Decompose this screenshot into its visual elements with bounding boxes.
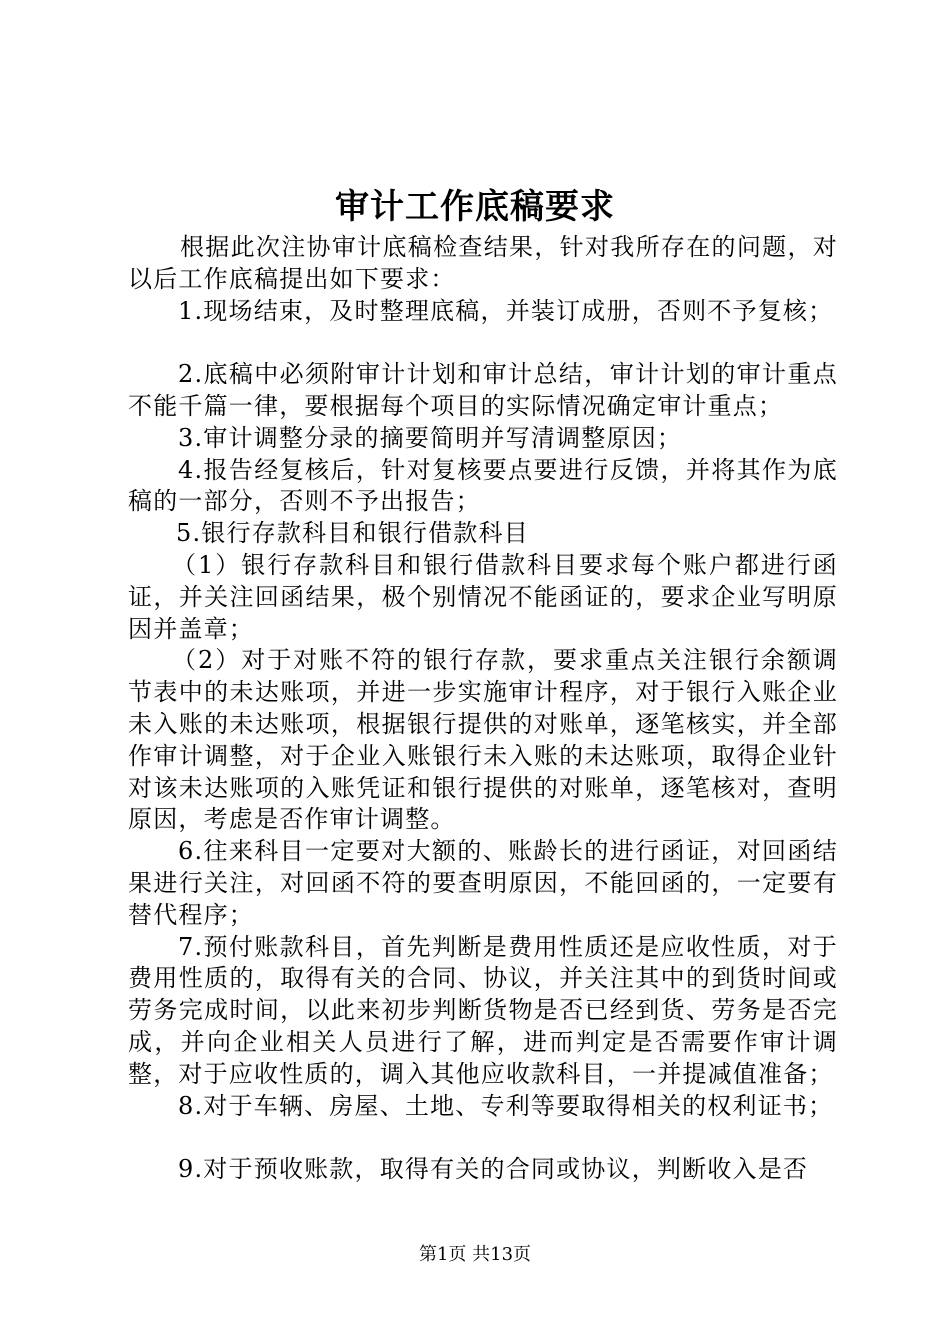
requirement-5-sub-2: （2）对于对账不符的银行存款，要求重点关注银行余额调节表中的未达账项，并进一步实施审计程序，对于银行入账企业未入账的未达账项，根据银行提供的对账单，逐笔核实，并全部作审计调整，对于企业入账银行未入账的未达账项，取得企业针对该未达账项的入账凭证和银行提供的对账单，逐笔核对，查明原因，考虑是否作审计调整。 xyxy=(128,646,838,834)
requirement-1: 1.现场结束，及时整理底稿，并装订成册，否则不予复核； xyxy=(178,296,834,325)
page-footer: 第1页 共13页 xyxy=(418,1244,532,1265)
requirement-5-sub-1: （1）银行存款科目和银行借款科目要求每个账户都进行函证，并关注回函结果，极个别情况不能函证的，要求企业写明原因并盖章； xyxy=(128,550,838,643)
document-title: 审计工作底稿要求 xyxy=(335,187,615,227)
requirement-6: 6.往来科目一定要对大额的、账龄长的进行函证，对回函结果进行关注，对回函不符的要查明原因，不能回函的，一定要有替代程序； xyxy=(128,837,838,929)
requirement-5: 5.银行存款科目和银行借款科目 xyxy=(176,519,529,548)
intro-paragraph: 根据此次注协审计底稿检查结果，针对我所存在的问题，对以后工作底稿提出如下要求： xyxy=(128,233,838,293)
requirement-2: 2.底稿中必须附审计计划和审计总结，审计计划的审计重点不能千篇一律，要根据每个项目的实际情况确定审计重点； xyxy=(128,360,838,420)
document-body xyxy=(128,232,838,1186)
requirement-4: 4.报告经复核后，针对复核要点要进行反馈，并将其作为底稿的一部分，否则不予出报告； xyxy=(128,455,838,516)
requirement-7: 7.预付账款科目，首先判断是费用性质还是应收性质，对于费用性质的，取得有关的合同、协议，并关注其中的到货时间或劳务完成时间，以此来初步判断货物是否已经到货、劳务是否完成，并向企业相关人员进行了解，进而判定是否需要作审计调整，对于应收性质的，调入其他应收款科目，一并提减值准备； xyxy=(128,932,838,1088)
requirement-3: 3.审计调整分录的摘要简明并写清调整原因； xyxy=(178,423,683,452)
requirement-8: 8.对于车辆、房屋、土地、专利等要取得相关的权利证书； xyxy=(178,1091,834,1120)
requirement-9: 9.对于预收账款，取得有关的合同或协议，判断收入是否 xyxy=(178,1155,809,1184)
